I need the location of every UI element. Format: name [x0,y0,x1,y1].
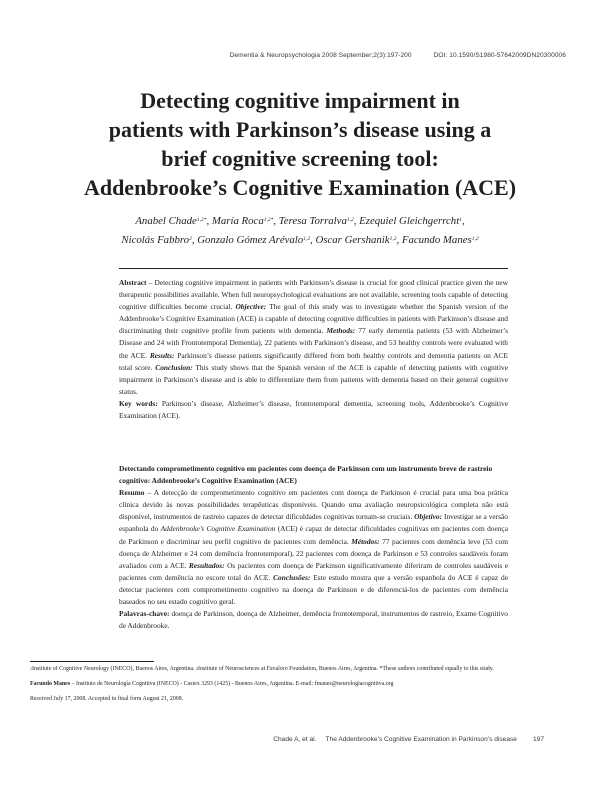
english-abstract [119,268,508,422]
keywords: Key words: Parkinson’s disease, Alzheimer’s disease, frontotemporal dementia, screening tools, Addenbrooke’s Cognitive Examination (ACE). [119,398,508,421]
author: Oscar Gershanik$^{1,2}$, [315,233,402,246]
doi: DOI: 10.1590/S1980-57642009DN20300006 [433,52,566,59]
page-number: 197 [532,736,544,743]
running-header [230,52,566,59]
title-line: Detecting cognitive impairment in [140,88,460,113]
portuguese-abstract [119,463,508,632]
author-list [40,212,560,249]
affiliations: $^1$Institute of Cognitive Neurology (INECO), Buenos Aires, Argentina. $^2$Institute of Neurosciences at Favaloro Foundation, Buenos Aires, Argentina. *These authors contributed equally to this study. [30,666,494,672]
journal-citation: Dementia & Neuropsychologia 2008 September;2(3):197-200 [229,52,412,59]
palavras-chave: Palavras-chave: doença de Parkinson, doença de Alzheimer, demência frontotemporal, instrumentos de rastreio, Exame Cognitivo de Addenbrooke. [119,609,508,631]
footer-running-title: Chade A, et al. The Addenbrooke’s Cognitive Examination in Parkinson’s disease [273,736,517,743]
author: Nicolás Fabbro$^2$, [121,233,198,246]
footnote-divider [30,661,154,662]
received-dates: Received July 17, 2008. Accepted in final form August 21, 2008. [30,695,184,702]
running-footer [273,736,544,743]
portuguese-title: Detectando comprometimento cognitivo em pacientes com doença de Parkinson com um instrumento breve de rastreio cognitivo: Addenbrooke’s Cognitive Examination (ACE) [119,464,493,486]
correspondence: Facundo Manes – Instituto de Neurología Cognitiva (INECO) - Castex 3293 (1425) - Buenos Aires, Argentina. E-mail: fmanes@neurologiacognitiva.org [30,680,394,687]
author: Teresa Torralva$^{1,2}$, [278,215,360,227]
author: Anabel Chade$^{1,2*}$, [135,215,212,227]
title-line: Addenbrooke’s Cognitive Examination (ACE) [83,175,517,200]
abstract-text: Abstract – Detecting cognitive impairment in patients with Parkinson’s disease is crucial for good clinical practice given the new therapeutic possibilities available. When full neuropsychological evaluations are not available, screening tools capable of detecting cognitive difficulties become crucial. Objective: The goal of this study was to investigate whether the Spanish version of the Addenbrooke’s Cognitive Examination (ACE) is capable of detecting cognitive difficulties in patients with Parkinson’s disease and discriminating their cognitive profile from patients with dementia. Methods: 77 early dementia patients (53 with Alzheimer’s Disease and 24 with Frontotemporal Dementia), 22 patients with Parkinson’s disease, and 53 healthy controls were evaluated with the ACE. Results: Parkinson’s disease patients significantly differed from both healthy controls and dementia patients on ACE total score. Conclusion: This study shows that the Spanish version of the ACE is capable of detecting patients with cognitive impairment in Parkinson’s disease and is able to differentiate them from patients with dementia based on their general cognitive status. [119,278,508,396]
abstract-divider [119,268,508,269]
resumo-text: Resumo – A detecção de comprometimento cognitivo em pacientes com doença de Parkinson é crucial para uma boa prática clínica devido às novas possibilidades terapêuticas disponíveis. Quando uma avaliação neuropsicológica completa não está disponível, instrumentos de rastreio capazes de detectar dificuldades cognitivas tornam-se cruciais. Objetivo: Investigar se a versão espanhola do Addenbrooke’s Cognitive Examination (ACE) é capaz de detectar dificuldades cognitivas em pacientes com doença de Parkinson e discriminar seu perfil cognitivo de pacientes com demência. Métodos: 77 pacientes com demência leve (53 com doença de Alzheimer e 24 com demência frontotemporal), 22 pacientes com doença de Parkinson e 53 controles saudáveis foram avaliados com a ACE. Resultados: Os pacientes com doença de Parkinson significativamente diferiram de controles saudáveis e pacientes com demência no escore total do ACE. Conclusões: Este estudo mostra que a versão espanhola do ACE é capaz de detectar pacientes com comprometimento cognitivo na doença de Parkinson e de diferenciá-los de pacientes com demência baseados no seu estado cognitivo geral. [119,488,509,607]
footnotes [30,661,570,704]
author: Facundo Manes$^{1,2}$ [401,233,479,246]
author: Gonzalo Gómez Arévalo$^{1,2}$, [197,233,316,246]
author: María Roca$^{1,2*}$, [211,215,279,227]
title-line: brief cognitive screening tool: [161,146,439,171]
title-line: patients with Parkinson’s disease using a [108,117,492,142]
article-title [30,86,570,202]
author: Ezequiel Gleichgerrcht$^1$, [359,215,465,227]
